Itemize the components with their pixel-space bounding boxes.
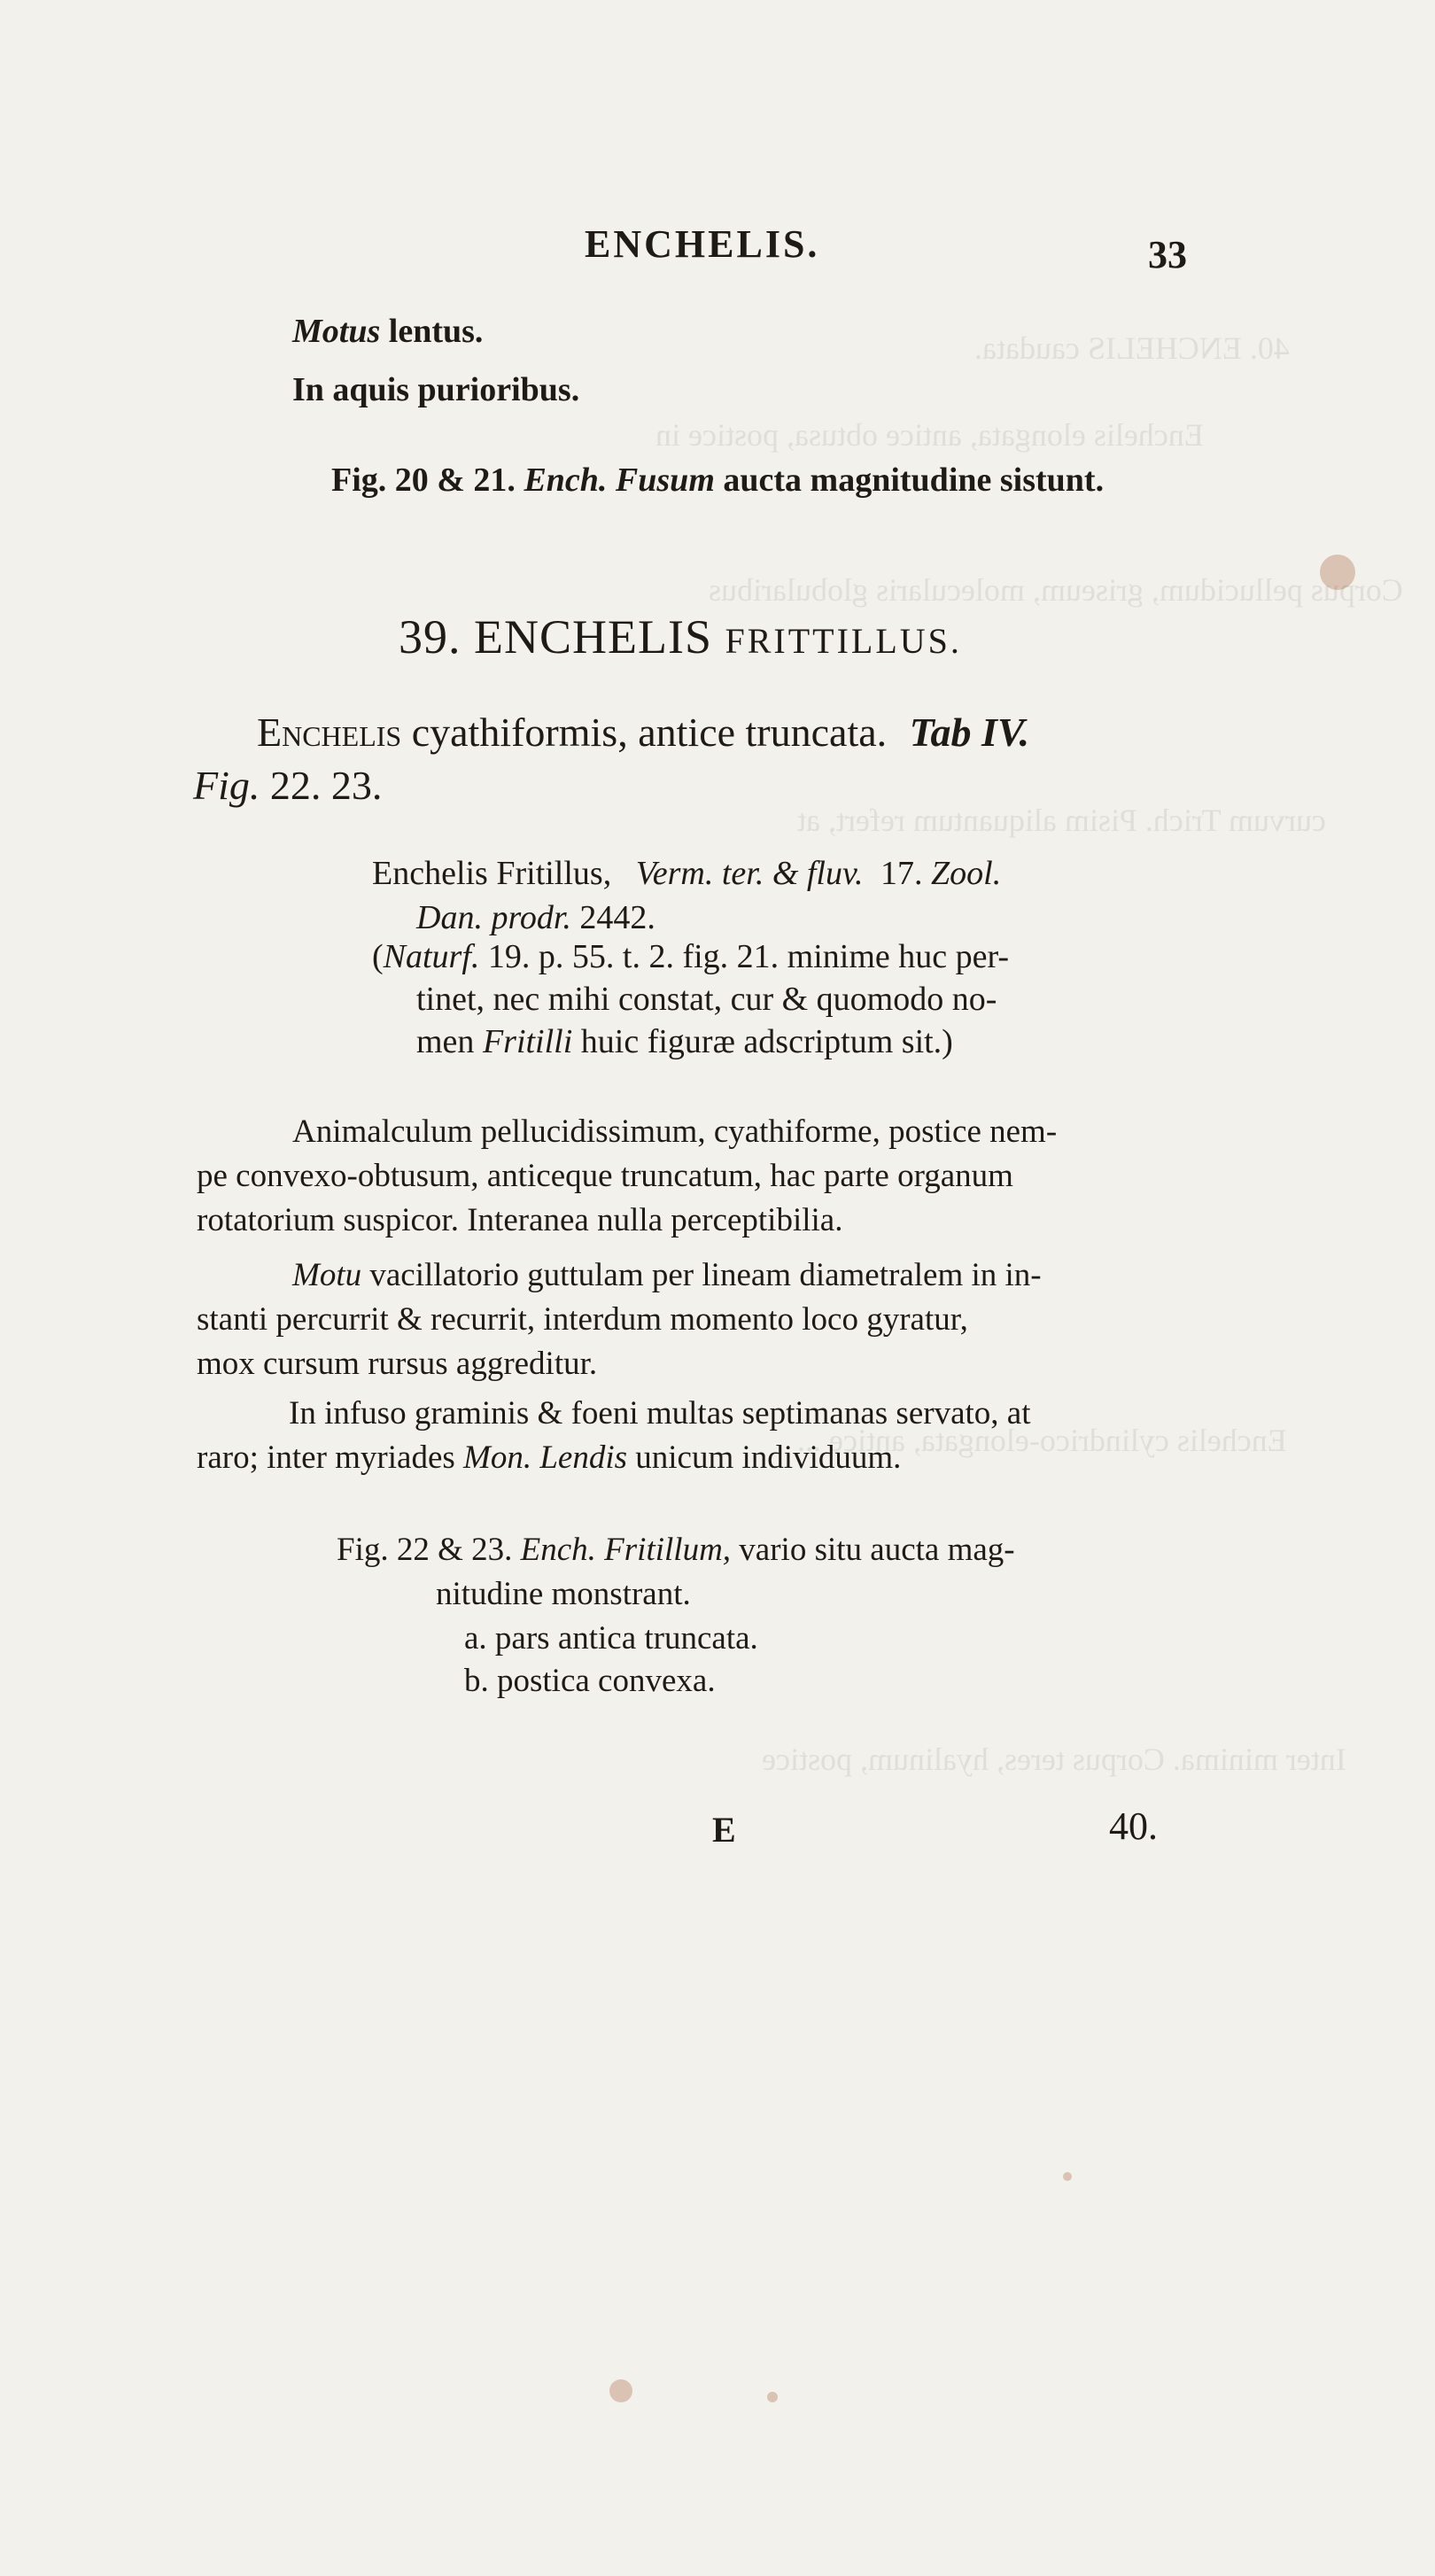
- figure-caption-line-2: nitudine monstrant.: [436, 1576, 691, 1612]
- show-through-text: curvum Trich. Pisim aliquantum refert, at: [797, 803, 1326, 838]
- infuso-line-1: In infuso graminis & foeni multas septimanas servato, at: [289, 1395, 1031, 1432]
- synonym-work-2: Zool.: [931, 855, 1002, 892]
- note-genus: Fritilli: [482, 1023, 573, 1060]
- running-header: ENCHELIS.: [585, 222, 820, 266]
- show-through-text: Inter minima. Corpus teres, hyalinum, postice: [762, 1742, 1346, 1777]
- synonym-page: 17.: [880, 855, 923, 892]
- diagnosis-fig-nums: 22. 23.: [269, 763, 383, 808]
- show-through-text: Corpus pellucidum, griseum, molecularis globularibus: [709, 572, 1403, 608]
- fig-ref: Fig. 20 & 21.: [331, 462, 516, 499]
- motu-label: Motu: [292, 1257, 362, 1293]
- infuso-line-2: [197, 1439, 901, 1477]
- note-text: 19. p. 55. t. 2. fig. 21. minime huc per-: [487, 938, 1010, 975]
- show-through-text: Enchelis elongata, antice obtusa, postice in: [655, 417, 1204, 453]
- signature-mark: E: [712, 1810, 736, 1850]
- description-line-3: rotatorium suspicor. Interanea nulla perceptibilia.: [197, 1202, 843, 1238]
- synonym-line-2: [416, 898, 655, 937]
- motu-line-1: [292, 1256, 1042, 1294]
- fig-rest: aucta magnitudine sistunt.: [723, 462, 1105, 499]
- description-line-1: Animalculum pellucidissimum, cyathiforme, postice nem-: [292, 1113, 1058, 1150]
- note-line-3: [416, 1022, 953, 1061]
- figure-ref: Fig. 22 & 23.: [337, 1532, 513, 1568]
- diagnosis-text: cyathiformis, antice truncata.: [411, 710, 888, 755]
- entry-genus: ENCHELIS: [474, 610, 712, 663]
- figure-item-b: b. postica convexa.: [464, 1663, 716, 1699]
- figure-text: vario situ aucta mag-: [739, 1532, 1015, 1568]
- habitat-line: In aquis purioribus.: [292, 371, 580, 408]
- note-text: men: [416, 1023, 475, 1060]
- fig-species: Ench. Fusum: [524, 462, 715, 499]
- show-through-text: Enchelis cylindrico-elongata, antice ...: [797, 1423, 1287, 1458]
- diagnosis-line-2: [193, 762, 382, 809]
- description-line-2: pe convexo-obtusum, anticeque truncatum, hac parte organum: [197, 1158, 1013, 1194]
- note-line-2: tinet, nec mihi constat, cur & quomodo no-: [416, 981, 997, 1018]
- infuso-text: unicum individuum.: [635, 1439, 902, 1476]
- motus-label: Motus: [292, 313, 381, 350]
- synonym-name: Enchelis Fritillus,: [372, 855, 612, 892]
- figure-item-a: a. pars antica truncata.: [464, 1620, 758, 1657]
- show-through-text: 40. ENCHELIS caudata.: [974, 330, 1290, 366]
- infuso-text: raro; inter myriades: [197, 1439, 455, 1476]
- entry-number: 39.: [399, 610, 462, 663]
- figure-species: Ench. Fritillum,: [520, 1532, 732, 1568]
- diagnosis-genus: Enchelis: [257, 710, 402, 755]
- diagnosis-line-1: [257, 709, 1029, 756]
- note-paren: (: [372, 938, 384, 975]
- figure-caption-line-1: [337, 1531, 1015, 1569]
- note-line-1: [372, 937, 1009, 976]
- catchword: 40.: [1109, 1804, 1158, 1848]
- entry-heading: [399, 609, 962, 664]
- entry-species: FRITTILLUS.: [725, 621, 962, 661]
- foxing-spot: [609, 2379, 632, 2402]
- synonym-page-2: 2442.: [579, 899, 655, 936]
- synonym-line-1: [372, 854, 1001, 893]
- foxing-spot: [1063, 2172, 1072, 2181]
- diagnosis-fig-label: Fig.: [193, 763, 260, 808]
- page-number: 33: [1148, 233, 1187, 276]
- synonym-work: Verm. ter. & fluv.: [635, 855, 864, 892]
- note-text: huic figuræ adscriptum sit.): [580, 1023, 953, 1060]
- foxing-spot: [767, 2392, 778, 2402]
- motu-text: vacillatorio guttulam per lineam diametralem in in-: [369, 1257, 1042, 1293]
- diagnosis-tab: Tab IV.: [909, 710, 1030, 755]
- infuso-species: Mon. Lendis: [463, 1439, 628, 1476]
- previous-figure-line: [331, 461, 1104, 500]
- motu-line-3: mox cursum rursus aggreditur.: [197, 1346, 598, 1382]
- synonym-work-3: Dan. prodr.: [416, 899, 571, 936]
- motu-line-2: stanti percurrit & recurrit, interdum momento loco gyratur,: [197, 1301, 968, 1338]
- note-work: Naturf.: [383, 938, 480, 975]
- motus-text: lentus.: [388, 313, 484, 350]
- motus-line: [292, 312, 483, 351]
